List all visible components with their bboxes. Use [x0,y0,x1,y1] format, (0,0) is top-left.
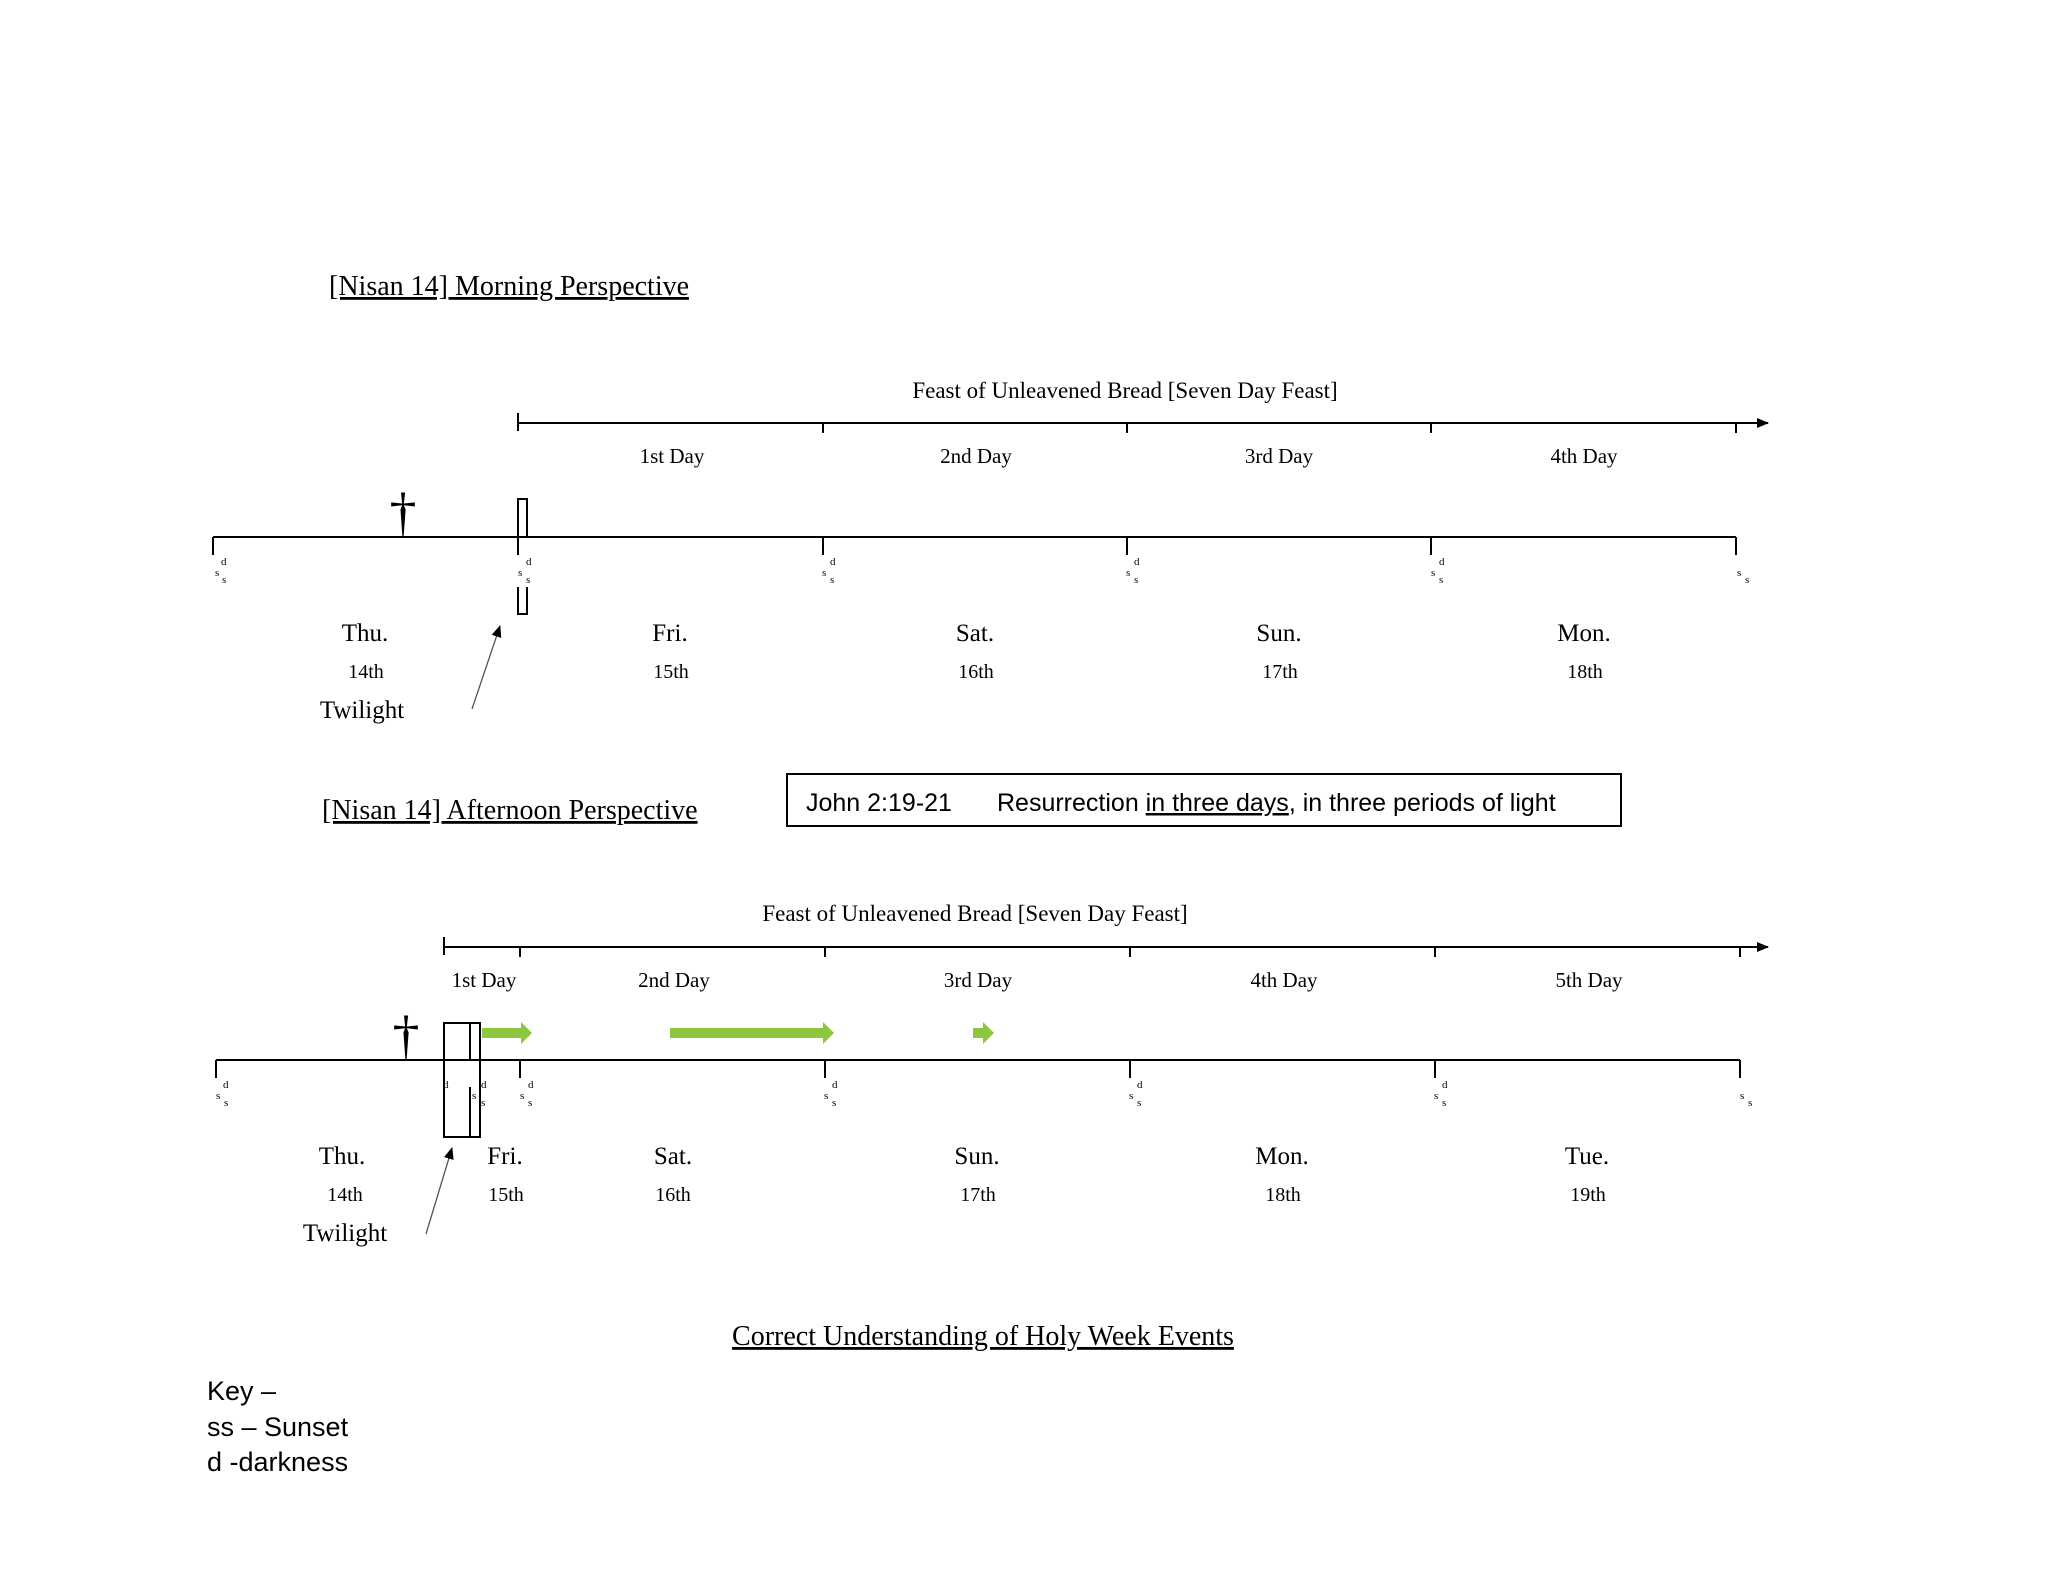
afternoon-date: 16th [655,1184,691,1206]
morning-feast-day-2: 2nd Day [940,444,1012,468]
svg-text:s: s [224,1097,229,1109]
afternoon-feast-day-3: 3rd Day [943,968,1013,992]
svg-text:s: s [481,1097,486,1109]
morning-weekday: Fri. [652,620,688,647]
afternoon-weekday: Tue. [1564,1143,1610,1170]
svg-text:s: s [1442,1097,1447,1109]
svg-text:s: s [830,574,835,586]
key-title: Key – [207,1376,277,1406]
morning-sunset-marks [215,556,1749,586]
morning-perspective [213,271,1768,724]
svg-text:s: s [1134,574,1139,586]
morning-weekday: Sun. [1256,620,1302,647]
afternoon-date: 17th [960,1184,996,1206]
afternoon-cross-icon: † [392,1005,420,1065]
svg-text:s: s [1126,567,1131,579]
reference-verse: John 2:19-21 [806,789,952,817]
svg-text:s: s [1129,1090,1134,1102]
afternoon-perspective [216,795,1768,1247]
svg-text:d: d [1137,1079,1143,1091]
morning-date: 18th [1567,661,1603,683]
svg-text:s: s [1748,1097,1753,1109]
afternoon-feast-day-1: 1st Day [451,968,517,992]
svg-text:s: s [518,567,523,579]
key-item-darkness: d -darkness [207,1447,349,1477]
afternoon-date: 18th [1265,1184,1301,1206]
afternoon-light-period-arrows [482,1022,994,1044]
morning-weekday: Thu. [341,620,389,647]
morning-twilight-pointer [472,626,500,709]
afternoon-weekday: Mon. [1255,1143,1309,1170]
morning-weekday: Sat. [955,620,995,647]
svg-text:s: s [1439,574,1444,586]
morning-twilight-bracket-lower [518,587,527,614]
svg-text:d: d [223,1079,229,1091]
svg-text:s: s [1745,574,1750,586]
svg-text:s: s [1737,567,1742,579]
afternoon-weekday: Thu. [318,1143,366,1170]
reference-box [787,774,1621,826]
svg-text:s: s [1740,1090,1745,1102]
svg-text:s: s [526,574,531,586]
afternoon-weekday: Fri. [487,1143,523,1170]
svg-text:s: s [822,567,827,579]
morning-date: 16th [958,661,994,683]
svg-text:s: s [222,574,227,586]
svg-text:d: d [1134,556,1140,568]
svg-text:s: s [1137,1097,1142,1109]
light-period-arrow-3 [973,1022,994,1044]
afternoon-feast-day-2: 2nd Day [638,968,710,992]
svg-text:d: d [528,1079,534,1091]
afternoon-bracket-gap [446,1061,478,1087]
reference-text: Resurrection in three days, in three periods of light [997,789,1556,817]
afternoon-title: [Nisan 14] Afternoon Perspective [322,795,698,826]
key-item-sunset: ss – Sunset [207,1412,349,1442]
morning-twilight-label: Twilight [319,697,405,724]
light-period-arrow-1 [482,1022,532,1044]
svg-text:s: s [215,567,220,579]
svg-text:d: d [481,1079,487,1091]
light-period-arrow-2 [670,1022,834,1044]
svg-text:d: d [526,556,532,568]
morning-date: 15th [653,661,689,683]
afternoon-feast-day-4: 4th Day [1250,968,1318,992]
afternoon-twilight-pointer [426,1148,452,1234]
afternoon-weekday: Sat. [653,1143,693,1170]
morning-feast-day-3: 3rd Day [1244,444,1314,468]
afternoon-twilight-label: Twilight [302,1220,388,1247]
morning-title: [Nisan 14] Morning Perspective [329,271,690,302]
afternoon-sunset-marks [216,1079,1752,1109]
svg-text:d: d [1442,1079,1448,1091]
morning-cross-icon: † [389,482,417,542]
svg-text:s: s [528,1097,533,1109]
svg-text:s: s [1434,1090,1439,1102]
afternoon-date: 14th [327,1184,363,1206]
morning-feast-day-1: 1st Day [639,444,705,468]
svg-text:s: s [216,1090,221,1102]
diagram-caption: Correct Understanding of Holy Week Events [732,1321,1234,1352]
svg-text:s: s [824,1090,829,1102]
afternoon-weekday: Sun. [954,1143,1000,1170]
morning-weekday: Mon. [1557,620,1611,647]
afternoon-date: 19th [1570,1184,1606,1206]
svg-text:d: d [443,1079,449,1091]
morning-feast-day-4: 4th Day [1550,444,1618,468]
svg-text:d: d [832,1079,838,1091]
key-legend [207,1376,349,1477]
svg-text:s: s [832,1097,837,1109]
svg-text:s: s [472,1090,477,1102]
morning-feast-label: Feast of Unleavened Bread [Seven Day Feast] [912,378,1338,403]
afternoon-feast-day-5: 5th Day [1555,968,1623,992]
afternoon-date: 15th [488,1184,524,1206]
svg-text:d: d [221,556,227,568]
morning-date: 14th [348,661,384,683]
svg-text:s: s [520,1090,525,1102]
svg-text:d: d [1439,556,1445,568]
morning-twilight-bracket [518,499,527,537]
morning-date: 17th [1262,661,1298,683]
svg-text:s: s [1431,567,1436,579]
afternoon-feast-label: Feast of Unleavened Bread [Seven Day Feast] [762,901,1188,926]
svg-text:d: d [830,556,836,568]
